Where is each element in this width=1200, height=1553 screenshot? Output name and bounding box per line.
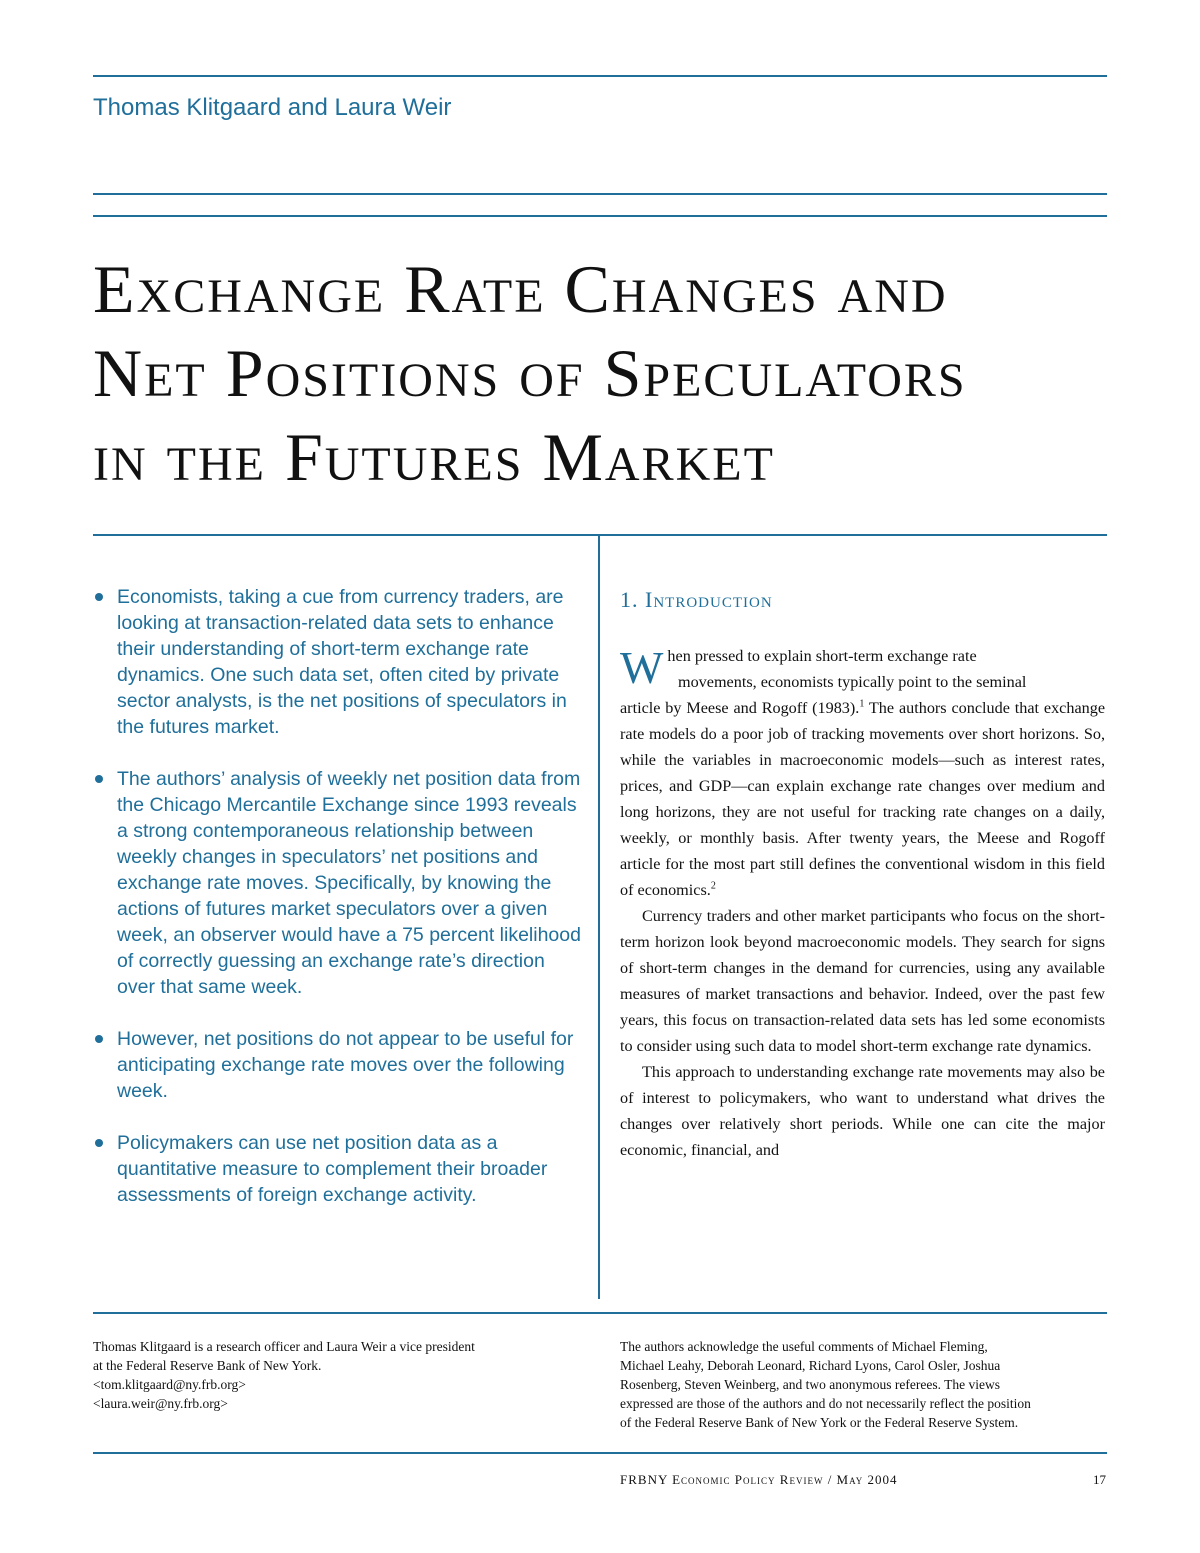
bio-line: Thomas Klitgaard is a research officer and Laura Weir a vice president [93, 1339, 475, 1354]
acknowledgments [620, 1337, 1110, 1432]
summary-bullet [93, 766, 588, 1000]
bullet-icon [95, 1035, 103, 1043]
body-text [620, 643, 1105, 1163]
bullet-icon [95, 1139, 103, 1147]
summary-bullet [93, 1026, 588, 1104]
summary-bullet [93, 584, 588, 740]
journal-footer: FRBNY Economic Policy Review / May 2004 [620, 1472, 898, 1487]
title-rule-lower [93, 215, 1107, 217]
bottom-rule [93, 1452, 1107, 1454]
bullet-text: Policymakers can use net position data as a quantitative measure to complement their broader assessments of foreign exchange activity. [117, 1132, 548, 1206]
p1-text-a: article by Meese and Rogoff (1983). [620, 699, 860, 717]
summary-bullet [93, 1130, 588, 1208]
paragraph-2: Currency traders and other market participants who focus on the short-term horizon look beyond macroeconomic models. They search for signs of short-term changes in the demand for currencies, using any available measures of market transactions and behavior. Indeed, over the past few years, this focus on transaction-related data sets has led some economists to consider using such data to model short-term exchange rate dynamics. [620, 907, 1105, 1055]
bio-line: at the Federal Reserve Bank of New York. [93, 1358, 322, 1373]
top-rule [93, 75, 1107, 77]
summary-bullets [93, 584, 588, 1234]
ack-line: expressed are those of the authors and do not necessarily reflect the position [620, 1396, 1031, 1411]
ack-line: of the Federal Reserve Bank of New York or the Federal Reserve System. [620, 1415, 1019, 1430]
footnote-ref-1: 1 [859, 698, 865, 710]
author-names: Thomas Klitgaard and Laura Weir [93, 94, 452, 121]
ack-line: The authors acknowledge the useful comments of Michael Fleming, [620, 1339, 988, 1354]
footnote-ref-2: 2 [710, 880, 716, 892]
bullet-icon [95, 775, 103, 783]
author-bio [93, 1337, 583, 1413]
ack-line: Rosenberg, Steven Weinberg, and two anonymous referees. The views [620, 1377, 1000, 1392]
title-rule-upper [93, 193, 1107, 195]
title-line-3: in the Futures Market [93, 419, 775, 495]
page-number: 17 [1093, 1472, 1106, 1487]
bullet-text: Economists, taking a cue from currency traders, are looking at transaction-related data sets to enhance their understanding of short-term exchange rate dynamics. One such data set, often cited by private sector analysts, is the net positions of speculators in the futures market. [117, 586, 567, 738]
title-line-2: Net Positions of Speculators [93, 335, 967, 411]
footnote-rule [93, 1312, 1107, 1314]
author-email: <laura.weir@ny.frb.org> [93, 1396, 228, 1411]
column-divider [598, 534, 600, 1299]
article-title [93, 247, 1113, 499]
p1-text-b: The authors conclude that exchange rate models do a poor job of tracking movements over short horizons. So, while the variables in macroeconomic models—such as interest rates, prices, and GDP—can explain exchange rate changes over medium and long horizons, they are not useful for tracking rate changes on a daily, weekly, or monthly basis. After twenty years, the Meese and Rogoff article for the most part still defines the conventional wisdom in this field of economics. [620, 699, 1106, 899]
paragraph-1 [620, 643, 1105, 903]
drop-cap: W [620, 642, 664, 693]
p1-second-line: movements, economists typically point to the seminal [678, 673, 1027, 691]
paragraph-3: This approach to understanding exchange rate movements may also be of interest to policymakers, who want to understand what drives the changes over relatively short periods. While one can cite the major economic, financial, and [620, 1063, 1105, 1159]
bullet-icon [95, 593, 103, 601]
title-line-1: Exchange Rate Changes and [93, 251, 948, 327]
author-email: <tom.klitgaard@ny.frb.org> [93, 1377, 246, 1392]
body-top-rule [93, 534, 1107, 536]
bullet-text: However, net positions do not appear to be useful for anticipating exchange rate moves over the following week. [117, 1028, 574, 1102]
section-heading: 1. Introduction [620, 587, 773, 612]
p1-first-line: hen pressed to explain short-term exchange rate [667, 647, 977, 665]
ack-line: Michael Leahy, Deborah Leonard, Richard Lyons, Carol Osler, Joshua [620, 1358, 1001, 1373]
bullet-text: The authors’ analysis of weekly net position data from the Chicago Mercantile Exchange since 1993 reveals a strong contemporaneous relationship between weekly changes in speculators’ net positions and exchange rate moves. Specifically, by knowing the actions of futures market speculators over a given week, an observer would have a 75 percent likelihood of correctly guessing an exchange rate’s direction over that same week. [117, 768, 581, 998]
